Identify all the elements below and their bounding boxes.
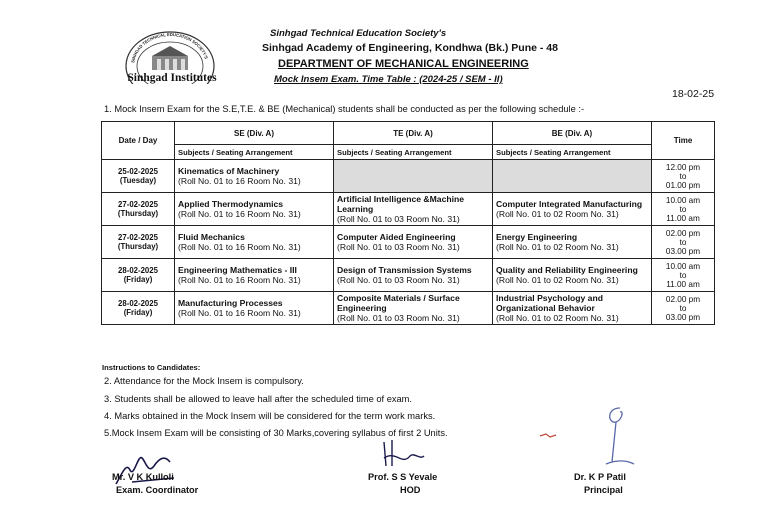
coordinator-name: Mr. V K Kulloli (112, 472, 174, 482)
hod-name: Prof. S S Yevale (368, 472, 438, 482)
instruction-item: 4. Marks obtained in the Mock Insem will be considered for the term work marks. (104, 411, 436, 421)
table-row (102, 259, 715, 292)
instructions-title: Instructions to Candidates: (102, 363, 201, 372)
be-cell: Computer Integrated Manufacturing (Roll No. 01 to 02 Room No. 31) (493, 193, 652, 226)
principal-name: Dr. K P Patil (574, 472, 626, 482)
be-subheader: Subjects / Seating Arrangement (493, 145, 652, 160)
col-date-header: Date / Day (102, 122, 175, 160)
exam-timetable (101, 121, 715, 325)
department-title: DEPARTMENT OF MECHANICAL ENGINEERING (278, 58, 529, 70)
col-be-header: BE (Div. A) (493, 122, 652, 145)
instruction-item: 5.Mock Insem Exam will be consisting of 30 Marks,covering syllabus of first 2 Units. (104, 428, 448, 438)
te-subheader: Subjects / Seating Arrangement (334, 145, 493, 160)
be-cell: Quality and Reliability Engineering (Roll No. 01 to 02 Room No. 31) (493, 259, 652, 292)
be-cell: Industrial Psychology and Organizational Behavior (Roll No. 01 to 02 Room No. 31) (493, 292, 652, 325)
be-cell: Energy Engineering (Roll No. 01 to 02 Room No. 31) (493, 226, 652, 259)
time-cell: 12.00 pm to 01.00 pm (652, 160, 715, 193)
table-row (102, 160, 715, 193)
se-subheader: Subjects / Seating Arrangement (175, 145, 334, 160)
instruction-item: 2. Attendance for the Mock Insem is compulsory. (104, 376, 304, 386)
principal-role: Principal (584, 485, 623, 495)
te-cell: Composite Materials / Surface Engineering (Roll No. 01 to 03 Room No. 31) (334, 292, 493, 325)
instruction-item: 3. Students shall be allowed to leave hall after the scheduled time of exam. (104, 394, 413, 404)
col-se-header: SE (Div. A) (175, 122, 334, 145)
se-cell: Engineering Mathematics - III (Roll No. 01 to 16 Room No. 31) (175, 259, 334, 292)
time-cell: 02.00 pm to 03.00 pm (652, 226, 715, 259)
te-cell: Artificial Intelligence &Machine Learning (Roll No. 01 to 03 Room No. 31) (334, 193, 493, 226)
se-cell: Manufacturing Processes (Roll No. 01 to 16 Room No. 31) (175, 292, 334, 325)
time-cell: 10.00 am to 11.00 am (652, 259, 715, 292)
society-name: Sinhgad Technical Education Society's (270, 28, 447, 39)
date-cell: 25-02-2025 (Tuesday) (102, 160, 175, 193)
te-cell: Design of Transmission Systems (Roll No. 01 to 03 Room No. 31) (334, 259, 493, 292)
hod-signature (378, 436, 428, 472)
coordinator-role: Exam. Coordinator (116, 485, 199, 495)
se-cell: Kinematics of Machinery (Roll No. 01 to 16 Room No. 31) (175, 160, 334, 193)
time-cell: 02.00 pm to 03.00 pm (652, 292, 715, 325)
academy-name: Sinhgad Academy of Engineering, Kondhwa (Bk.) Pune - 48 (262, 42, 558, 54)
date-cell: 27-02-2025 (Thursday) (102, 193, 175, 226)
table-row (102, 292, 715, 325)
intro-text: 1. Mock Insem Exam for the S.E,T.E. & BE (Mechanical) students shall be conducted as per the following schedule :- (104, 104, 585, 114)
te-cell: Computer Aided Engineering (Roll No. 01 to 03 Room No. 31) (334, 226, 493, 259)
issue-date: 18-02-25 (672, 88, 715, 100)
se-cell: Applied Thermodynamics (Roll No. 01 to 16 Room No. 31) (175, 193, 334, 226)
be-cell (493, 160, 652, 193)
svg-text:SINHGAD TECHNICAL EDUCATION SO: SINHGAD TECHNICAL EDUCATION SOCIETY'S (130, 31, 209, 64)
date-cell: 28-02-2025 (Friday) (102, 292, 175, 325)
date-cell: 27-02-2025 (Thursday) (102, 226, 175, 259)
timetable-title: Mock Insem Exam. Time Table : (2024-25 / SEM - II) (274, 74, 503, 85)
principal-signature (536, 402, 646, 470)
se-cell: Fluid Mechanics (Roll No. 01 to 16 Room No. 31) (175, 226, 334, 259)
table-row (102, 193, 715, 226)
table-row (102, 226, 715, 259)
date-cell: 28-02-2025 (Friday) (102, 259, 175, 292)
col-time-header: Time (652, 122, 715, 160)
hod-role: HOD (400, 485, 421, 495)
time-cell: 10.00 am to 11.00 am (652, 193, 715, 226)
te-cell (334, 160, 493, 193)
logo-caption: Sinhgad Institutes (127, 72, 217, 84)
col-te-header: TE (Div. A) (334, 122, 493, 145)
